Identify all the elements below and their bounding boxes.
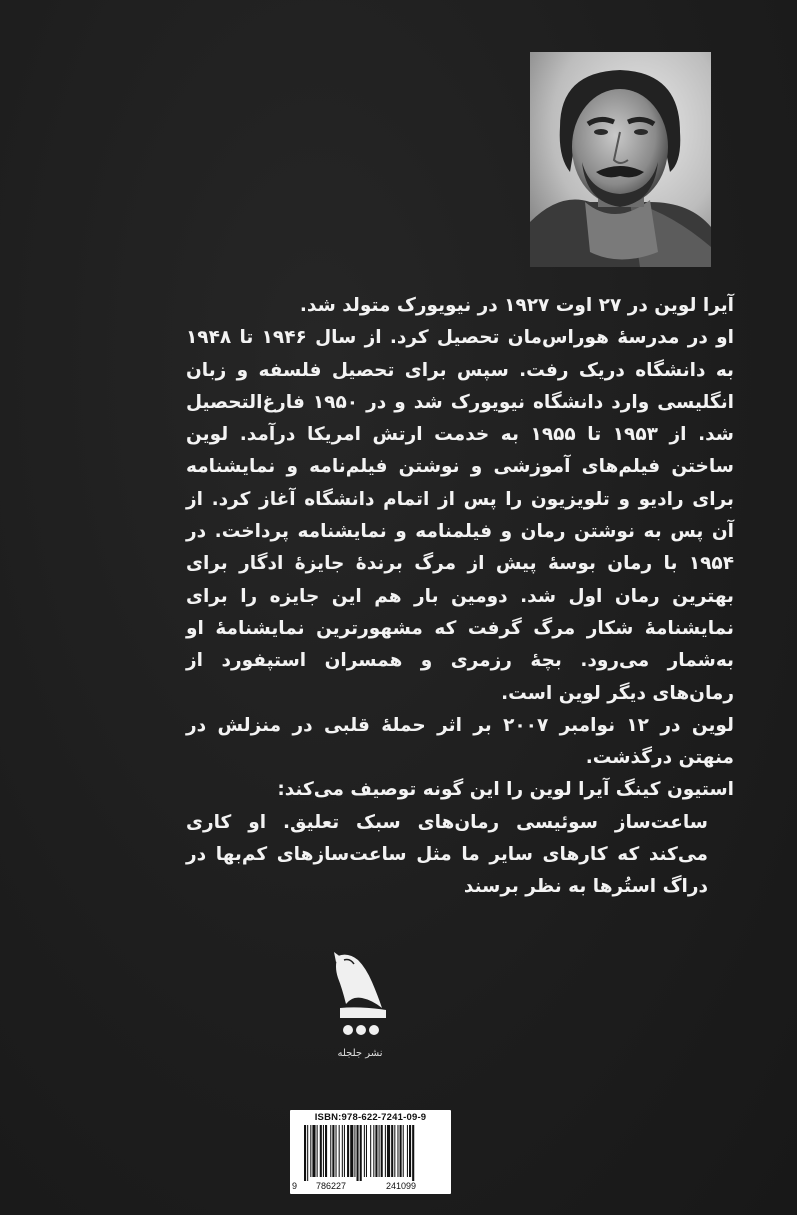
barcode-bar bbox=[339, 1125, 340, 1177]
barcode-bar bbox=[332, 1125, 334, 1177]
barcode-bar bbox=[412, 1125, 414, 1181]
barcode-bar bbox=[400, 1125, 402, 1177]
barcode-bar bbox=[407, 1125, 408, 1177]
barcode-bar bbox=[403, 1125, 404, 1177]
barcode-bar bbox=[336, 1125, 337, 1177]
bio-paragraph-birth: آیرا لوین در ۲۷ اوت ۱۹۲۷ در نیویورک متولد شد. bbox=[299, 295, 734, 316]
isbn-barcode bbox=[290, 1110, 451, 1194]
barcode-bar bbox=[344, 1125, 345, 1177]
barcode-bar bbox=[409, 1125, 411, 1177]
isbn-label: ISBN:978-622-7241-09-9 bbox=[314, 1112, 427, 1123]
barcode-bar bbox=[342, 1125, 343, 1177]
barcode-bar bbox=[330, 1125, 331, 1177]
barcode-bar bbox=[375, 1125, 377, 1177]
barcode-bar bbox=[310, 1125, 311, 1177]
barcode-bar bbox=[347, 1125, 349, 1177]
barcode-bar bbox=[312, 1125, 315, 1177]
barcode-bar bbox=[317, 1125, 318, 1177]
barcode-bar bbox=[360, 1125, 362, 1181]
bio-paragraph-career: او در مدرسهٔ هوراس‌مان تحصیل کرد. از سال ۱۹۴۶ تا ۱۹۴۸ به دانشگاه دریک رفت. سپس برای تحصیل فلسفه و زبان انگلیسی وارد دانشگاه نیویورک شد و در ۱۹۵۰ فارغ‌التحصیل شد. از ۱۹۵۳ تا ۱۹۵۵ به خدمت ارتش امریکا درآمد. لوین ساختن فیلم‌های آموزشی و نوشتن فیلم‌نامه و نمایشنامه برای رادیو و تلویزیون را پس از اتمام دانشگاه آغاز کرد. از آن پس به نوشتن رمان و فیلمنامه و نمایشنامه پرداخت. در ۱۹۵۴ با رمان بوسهٔ پیش از مرگ برندهٔ جایزهٔ ادگار برای بهترین رمان اول شد. دومین بار هم این جایزه را برای نمایشنامهٔ شکار مرگ گرفت که مشهورترین نمایشنامهٔ او به‌شمار می‌رود. بچهٔ رزمری و همسران استپفورد از رمان‌های دیگر لوین است. bbox=[186, 327, 734, 704]
barcode-bar bbox=[366, 1125, 367, 1177]
barcode-bar bbox=[350, 1125, 353, 1177]
barcode-bar bbox=[370, 1125, 371, 1177]
barcode-bar bbox=[397, 1125, 398, 1177]
barcode-bar bbox=[379, 1125, 380, 1177]
barcode-bars bbox=[300, 1125, 445, 1181]
publisher-logo-icon bbox=[324, 948, 394, 1044]
barcode-bar bbox=[325, 1125, 327, 1177]
barcode-bar bbox=[391, 1125, 393, 1177]
barcode-bar bbox=[354, 1125, 355, 1177]
barcode-left-digits: 786227 bbox=[316, 1181, 347, 1191]
barcode-bar bbox=[373, 1125, 374, 1177]
barcode-bar bbox=[387, 1125, 390, 1177]
barcode-lead-digit: 9 bbox=[292, 1181, 298, 1191]
barcode-right-digits: 241099 bbox=[386, 1181, 417, 1191]
barcode-bar bbox=[320, 1125, 322, 1177]
barcode-bar bbox=[304, 1125, 306, 1181]
barcode-bar bbox=[381, 1125, 383, 1177]
barcode-bar bbox=[323, 1125, 324, 1177]
barcode-bar bbox=[307, 1125, 308, 1181]
bio-quote: ساعت‌ساز سوئیسی رمان‌های سبک تعلیق. او کاری می‌کند که کارهای سایر ما مثل ساعت‌سازهای کم‌بها در دراگ استُرها به نظر برسند bbox=[186, 811, 708, 898]
publisher-name: نشر جلجله bbox=[337, 1048, 383, 1059]
author-photo bbox=[530, 52, 711, 267]
barcode-bar bbox=[364, 1125, 365, 1177]
barcode-bar bbox=[394, 1125, 395, 1177]
barcode-bar bbox=[357, 1125, 359, 1181]
bio-paragraph-quote-intro: استیون کینگ آیرا لوین را این گونه توصیف می‌کند: bbox=[277, 779, 734, 801]
bio-paragraph-death: لوین در ۱۲ نوامبر ۲۰۰۷ بر اثر حملهٔ قلبی در منزلش در منهتن درگذشت. bbox=[186, 714, 734, 769]
author-biography bbox=[186, 290, 734, 904]
barcode-bar bbox=[385, 1125, 386, 1177]
